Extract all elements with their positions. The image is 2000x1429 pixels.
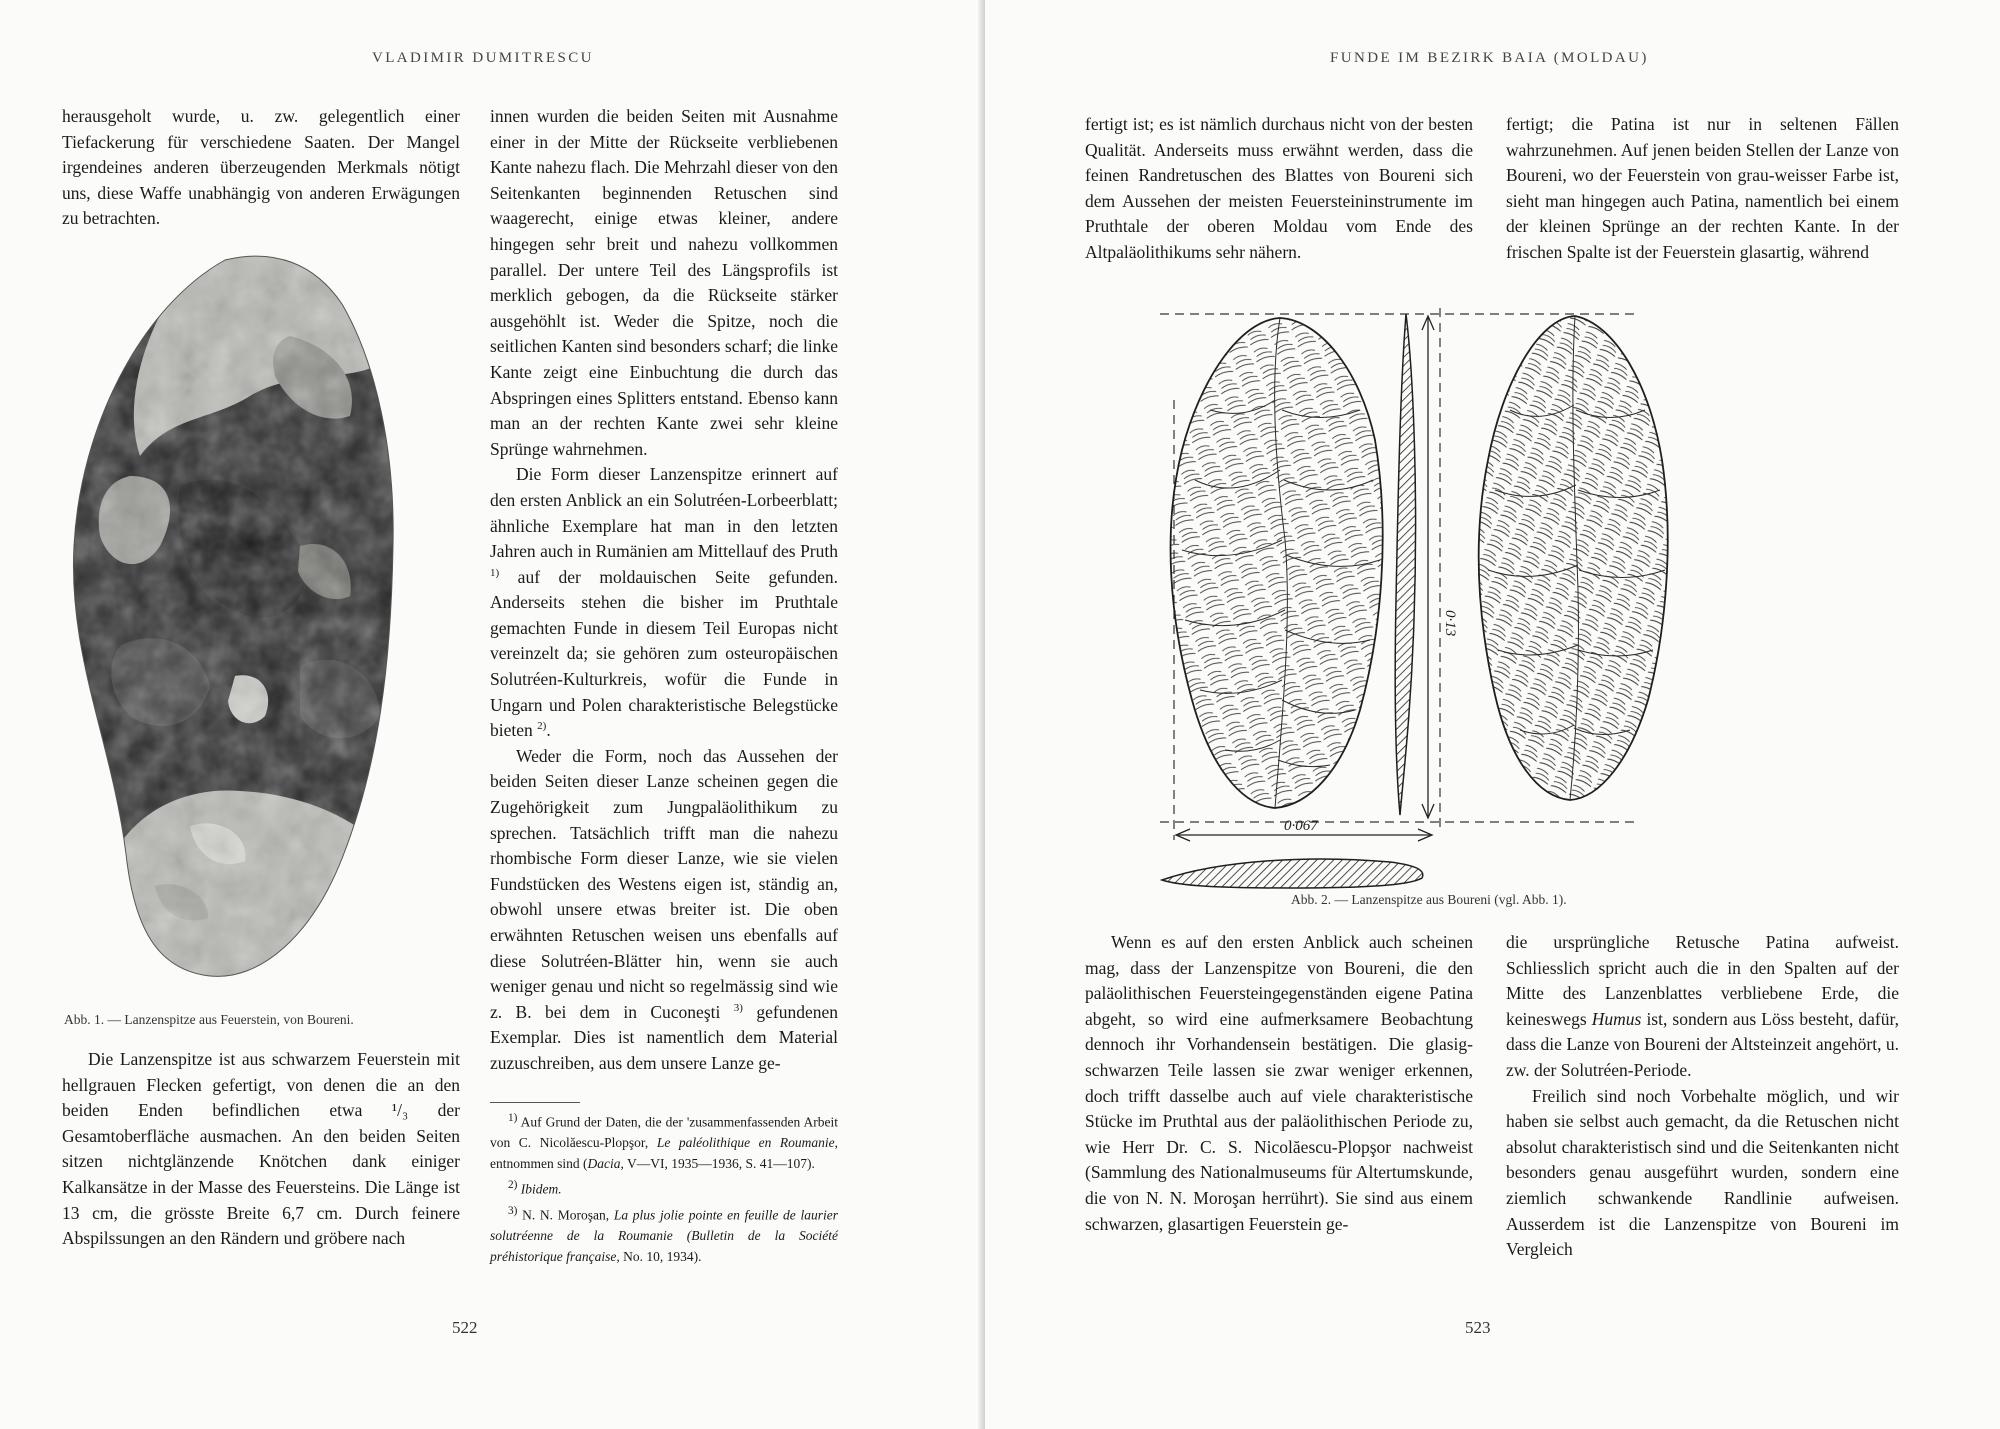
paragraph: Freilich sind noch Vorbehalte möglich, und wir haben sie selbst auch gemacht, da die Retuschen nicht absolut charakteristisch sind und die Seitenkanten nicht besonders genau ausgeführt wurden, sondern eine ziemlich schwankende Randlinie aufweisen. Ausserdem ist die Lanzenspitze von Boureni im Vergleich [1506,1085,1899,1260]
footnote-2: $^{2)}$ Ibidem. [508,1179,562,1197]
figure-1-photo [60,246,460,991]
page-number-right: 523 [1465,1318,1491,1337]
left-page [0,0,985,1429]
spearhead-front-view [1171,318,1383,808]
figure-2-drawing [1070,300,1710,890]
footnote-3: $^{3)}$ N. N. Moroşan, La plus jolie pointe en feuille de laurier solutréenne de la Roumanie (Bulletin de la Société préhistorique française, No. 10, 1934). [490,1205,839,1264]
right-col1-top [1085,112,1473,266]
left-col1-bottom [62,1047,460,1252]
paragraph: innen wurden die beiden Seiten mit Ausnahme einer in der Mitte der Rückseite verbliebenen Kante nahezu flach. Die Mehrzahl dieser von den Seitenkanten beginnenden Retuschen sind waagerecht, einige etwas kleiner, andere hingegen sehr breit und nahezu vollkommen parallel. Der untere Teil des Längsprofils ist merklich gebogen, da die Rückseite stärker ausgehöhlt ist. Weder die Spitze, noch die seitlichen Kanten sind besonders scharf; die linke Kante zeigt eine Einbuchtung die durch das Abspringen eines Splitters entstand. Ebenso kann man an der rechten Kante zwei sehr kleine Sprünge wahrnehmen. [490,106,838,459]
length-dimension-label: 0·13 [1442,610,1458,637]
footnote-ref: 1) [490,566,500,579]
spearhead-profile-view [1395,314,1415,815]
footnote-rule [490,1102,580,1103]
width-dimension-label: 0·067 [1284,818,1318,834]
paragraph: fertigt ist; es ist nämlich durchaus nicht von der besten Qualität. Anderseits muss erwähnt werden, dass die feinen Randretuschen des Blattes von Boureni sich dem Aussehen der meisten Feuersteininstrumente im Pruthtale der oberen Moldau vom Ende des Altpaläolithikums sehr nähern. [1085,114,1473,262]
paragraph: Weder die Form, noch das Aussehen der beiden Seiten dieser Lanze scheinen gegen die Zugehörigkeit zum Jungpaläolithikum zu sprechen. Tatsächlich trifft man die nahezu rhombische Form dieser Lanze, wie sie vielen Fundstücken des Westens eigen ist, ständig an, obwohl unsere etwas breiter ist. Die oben erwähnten Retuschen weisen uns ebenfalls auf diese Solutréen-Blätter hin, wenn sie auch weniger genau und nicht so regelmässig sind wie z. B. bei dem in Cuconeşti $^{3)}$ gefundenen Exemplar. Dies ist namentlich dem Material zuzuschreiben, aus dem unsere Lanze ge- [490,745,839,1073]
running-head-author: VLADIMIR DUMITRESCU [372,50,594,66]
paragraph: Wenn es auf den ersten Anblick auch scheinen mag, dass der Lanzenspitze von Boureni, die den paläolithischen Feuersteingegenständen eigene Patina abgeht, so wird eine aufmerksamere Beobachtung dennoch ihr Vorhandensein bestätigen. Die glasig-schwarzen Teile lassen sie zwar weniger erkennen, doch trifft dasselbe auch auf viele charakteristische Stücke im Pruthtal aus der paläolithischen Periode zu, wie Herr Dr. C. S. Nicolăescu-Plopşor nachweist (Sammlung des Nationalmuseums für Altertumskunde, die von N. N. Moroşan herrührt). Sie sind aus einem schwarzen, glasartigen Feuerstein ge- [1085,932,1473,1234]
footnotes [490,1108,838,1268]
paragraph: Die Lanzenspitze ist aus schwarzem Feuerstein mit hellgrauen Flecken gefertigt, von denen die an den beiden Enden befindlichen etwa ¹/₃ der Gesamtoberfläche ausmachen. An den beiden Seiten sitzen nichtglänzende Knötchen dank einiger Kalkansätze in der Masse des Feuersteins. Die Länge ist 13 cm, die grösste Breite 6,7 cm. Durch feinere Abspilssungen an den Rändern und gröbere nach [62,1049,460,1249]
footnote-ref: 2) [537,720,547,733]
figure-1-caption: Abb. 1. — Lanzenspitze aus Feuerstein, von Boureni. [64,1012,354,1027]
right-col1-bottom [1085,930,1473,1237]
left-col2 [490,104,838,1077]
right-col2-top [1506,112,1899,266]
paragraph: Die Form dieser Lanzenspitze erinnert auf den ersten Anblick an ein Solutréen-Lorbeerblatt; ähnliche Exemplare hat man in den letzten Jahren auch in Rumänien am Mittellauf des Pruth $^{1)}$ auf der moldauischen Seite gefunden. Anderseits stehen die bisher im Pruthtale gemachten Funde in diesem Teil Europas nicht vereinzelt da; sie gehören zum osteuropäischen Solutréen-Kulturkreis, wofür die Funde in Ungarn und Polen charakteristische Belegstücke bieten $^{2)}$. [490,464,839,741]
left-col1-top [62,104,460,232]
footnote-ref: 3) [733,1001,743,1014]
spearhead-back-view [1479,316,1668,800]
figure-2-caption: Abb. 2. — Lanzenspitze aus Boureni (vgl. Abb. 1). [1291,892,1567,907]
paragraph: fertigt; die Patina ist nur in seltenen Fällen wahrzunehmen. Auf jenen beiden Stellen der Lanze von Boureni, wo der Feuerstein von grau-weisser Farbe ist, sieht man hingegen auch Patina, namentlich bei einem der kleinen Sprünge an der rechten Kante. In der frischen Spalte ist der Feuerstein glasartig, während [1506,114,1899,262]
spearhead-cross-section [1162,859,1423,888]
page-number-left: 522 [452,1318,478,1337]
paragraph: die ursprüngliche Retusche Patina aufweist. Schliesslich spricht auch die in den Spalten auf der Mitte des Lanzenblattes verbliebene Erde, die keineswegs Humus ist, sondern aus Löss besteht, dafür, dass die Lanze von Boureni der Altsteinzeit angehört, u. zw. der Solutréen-Periode. [1506,932,1900,1080]
right-col2-bottom [1506,930,1899,1263]
running-head-title: FUNDE IM BEZIRK BAIA (MOLDAU) [1330,50,1649,66]
footnote-1: $^{1)}$ Auf Grund der Daten, die der 'zusammenfassenden Arbeit von C. Nicolăescu-Plopşor, Le paléolithique en Roumanie, entnommen sind (Dacia, V—VI, 1935—1936, S. 41—107). [490,1112,839,1171]
right-page [985,0,2000,1429]
paragraph: herausgeholt wurde, u. zw. gelegentlich einer Tiefackerung für verschiedene Saaten. Der Mangel irgendeines anderen überzeugenden Merkmals nötigt uns, diese Waffe unabhängig von anderen Erwägungen zu betrachten. [62,106,460,229]
